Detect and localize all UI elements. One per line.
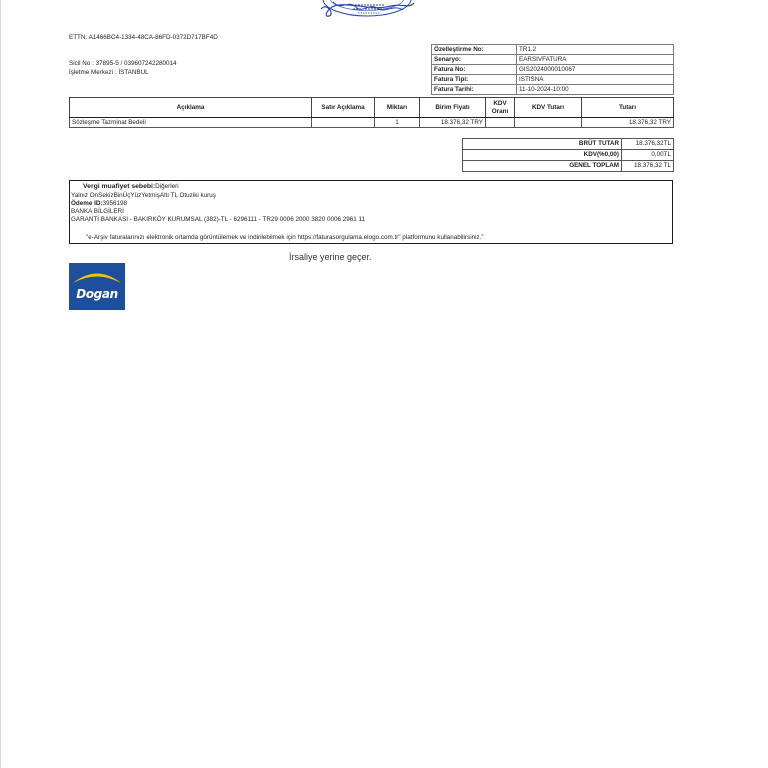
signature-stamp-icon <box>313 0 419 20</box>
info-value: EARSIVFATURA <box>517 55 674 65</box>
totals-row-kdv <box>463 150 674 161</box>
info-value: TR1.2 <box>517 45 674 55</box>
info-value: 11-10-2024-10:00 <box>517 85 674 95</box>
info-row-fatura-no <box>432 65 674 75</box>
totals-value: 18.376,32 TL <box>622 161 674 172</box>
info-label: Özelleştirme No: <box>432 45 517 55</box>
exemption-value: Diğerleri <box>155 183 179 190</box>
totals-label: GENEL TOPLAM <box>463 161 622 172</box>
waybill-note: İrsaliye yerine geçer. <box>289 252 372 262</box>
cell-satir-aciklama <box>312 118 375 128</box>
payment-id-label: Ödeme ID: <box>71 200 103 207</box>
items-table <box>69 97 674 128</box>
logo-arc <box>73 274 121 284</box>
totals-label: KDV(%0,00) <box>463 150 622 161</box>
invoice-info-table <box>431 44 674 95</box>
info-row-fatura-tarihi <box>432 85 674 95</box>
info-row-ozellestirme-no <box>432 45 674 55</box>
cell-aciklama: Sözleşme Tazminat Bedeli <box>70 118 312 128</box>
column-header-aciklama: Açıklama <box>70 98 312 118</box>
info-value: GIS2024000010067 <box>517 65 674 75</box>
bank-title: BANKA BİLGİLERİ <box>71 208 124 215</box>
column-header-tutar: Tutarı <box>582 98 674 118</box>
logo-text: Dogan <box>76 287 118 301</box>
totals-row-brut <box>463 139 674 150</box>
cell-birim-fiyat: 18.376,32 TRY <box>420 118 486 128</box>
isletme-merkezi: İşletme Merkezi : İSTANBUL <box>69 69 149 76</box>
column-header-kdv-tutari: KDV Tutarı <box>515 98 582 118</box>
info-label: Fatura No: <box>432 65 517 75</box>
payment-id-value: 3956198 <box>102 200 128 207</box>
amount-in-words: Yalnız OnSekizBinÜçYüzYetmişAltı TL Otuziki kuruş <box>71 192 216 199</box>
column-header-birim-fiyat: Birim Fiyatı <box>420 98 486 118</box>
cell-kdv-orani <box>486 118 515 128</box>
ettn: ETTN: A1466BC4-1334-48CA-86FD-0372D717BF4D <box>69 34 218 41</box>
info-label: Fatura Tarihi: <box>432 85 517 95</box>
cell-tutar: 18.376,32 TRY <box>582 118 674 128</box>
earsiv-notice: "e-Arşiv faturalarınızı elektronik ortamda görüntülemek ve indirilebilmek için https://faturasorgulama.elogo.com.tr" platformunu kullanabilirsiniz." <box>86 234 484 241</box>
info-value: ISTISNA <box>517 75 674 85</box>
column-header-miktar: Miktarı <box>375 98 420 118</box>
sicil-no: Sicil No : 37895-5 / 039607242280014 <box>69 60 177 67</box>
cell-kdv-tutari <box>515 118 582 128</box>
info-row-senaryo <box>432 55 674 65</box>
bank-details: GARANTİ BANKASI - BAKIRKÖY KURUMSAL (382)-TL - 6296111 - TR29 0006 2000 3820 0006 2961 11 <box>71 216 366 223</box>
exemption-line <box>83 183 179 191</box>
cell-miktar: 1 <box>375 118 420 128</box>
info-row-fatura-tipi <box>432 75 674 85</box>
totals-value: 0,00TL <box>622 150 674 161</box>
exemption-label: Vergi muafiyet sebebi: <box>83 183 156 190</box>
info-label: Fatura Tipi: <box>432 75 517 85</box>
payment-id-line <box>71 200 127 208</box>
totals-label: BRÜT TUTAR <box>463 139 622 150</box>
table-row <box>70 118 674 128</box>
items-header-row <box>70 98 674 118</box>
info-label: Senaryo: <box>432 55 517 65</box>
column-header-satir-aciklama: Satır Açıklama <box>312 98 375 118</box>
column-header-kdv-orani: KDV Oranı <box>486 98 515 118</box>
totals-row-genel-toplam <box>463 161 674 172</box>
totals-table <box>462 138 674 172</box>
totals-value: 18.376,32TL <box>622 139 674 150</box>
dogan-logo <box>69 263 125 310</box>
notes-box <box>69 180 673 244</box>
